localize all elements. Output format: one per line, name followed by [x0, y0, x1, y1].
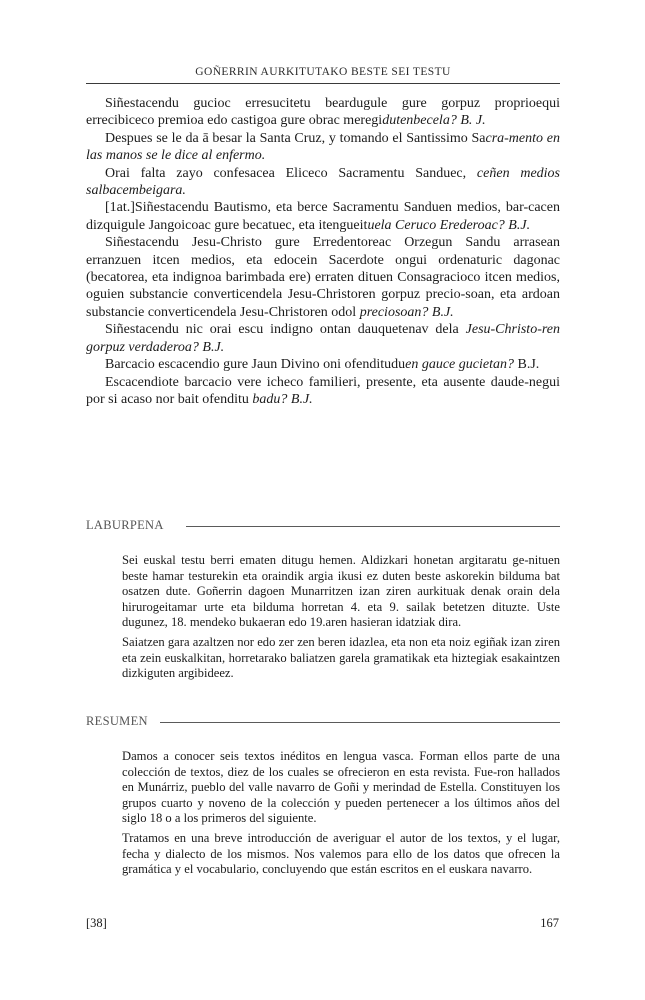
paragraph-4: [1at.]Siñestacendu Bautismo, eta berce Sacramentu Sanduen medios, bar-cacen dizquigule Jangoicoac gure becatuec, eta itengueituela Ceruco Erederoac? B.J. — [86, 200, 560, 233]
page-tag: [38] — [86, 916, 107, 930]
paragraph-6: Siñestacendu nic orai escu indigno ontan dauquetenav dela Jesu-Christo-ren gorpuz verdaderoa? B.J. — [86, 322, 560, 355]
resumen-heading: RESUMEN — [86, 714, 148, 728]
resumen-paragraph-2: Tratamos en una breve introducción de averiguar el autor de los textos, y el lugar, fecha y dialecto de los mismos. Nos valemos para ello de los datos que ofrecen la gramática y el vocabulario, concluyendo que están escritos en el euskara navarro. — [122, 830, 560, 877]
resumen-paragraph-1: Damos a conocer seis textos inéditos en lengua vasca. Forman ellos parte de una colección de textos, diez de los cuales se ofrecieron en esta revista. Fue-ron hallados en Munárriz, pueblo del valle navarro de Goñi y merindad de Estella. Constituyen los grupos cuarto y noveno de la colección y pueden pertenecer a los últimos años del siglo 18 o a los primeros del siguiente. — [122, 749, 560, 826]
laburpena-heading: LABURPENA — [86, 518, 164, 532]
resumen-rule — [160, 722, 560, 723]
page-number: 167 — [540, 916, 559, 930]
paragraph-8: Escacendiote barcacio vere icheco familieri, presente, eta ausente daude-negui por si acaso nor bait ofenditu badu? B.J. — [86, 374, 560, 407]
paragraph-1: Siñestacendu gucioc erresucitetu beardugule gure gorpuz proprioequi errecibiceco premioa edo castigoa gure obrac meregidutenbecela? B. J. — [86, 96, 560, 129]
laburpena-paragraph-1: Sei euskal testu berri ematen ditugu hemen. Aldizkari honetan argitaratu ge-nituen beste hamar testurekin eta oraindik argia ikusi ez duten beste askorekin bilduma bat osatzen dute. Goñerrin dagoen Munarritzen izan ziren aurkituak denak orain dela hirurogeitamar urte eta bilduma horretan 4. eta 9. sailak betetzen dituzte. Uste dugunez, 18. mendeko bukaeran edo 19.aren hasieran idatziak dira. — [122, 553, 560, 630]
paragraph-2: Despues se le da ā besar la Santa Cruz, y tomando el Santissimo Sacra-mento en las manos se le dice al enfermo. — [86, 130, 560, 164]
laburpena-paragraph-2: Saiatzen gara azaltzen nor edo zer zen beren idazlea, eta non eta noiz egiñak izan ziren eta zein euskalkitan, horretarako baliatzen garela gramatikak eta hiztegiak esakaintzen dizkiguten argibideez. — [122, 634, 560, 681]
resumen-summary — [122, 749, 560, 878]
laburpena-summary — [122, 553, 560, 682]
laburpena-rule — [186, 526, 560, 527]
main-text — [86, 95, 560, 408]
paragraph-5: Siñestacendu Jesu-Christo gure Erredentoreac Orzegun Sandu arrasean erranzuen itcen medios, eta edocein Sacerdote ongui ordenaturic dagonac (becatorea, eta indignoa barimbada ere) erraten dituen Consagracioco itcen medios, oguien substancie converticendela Jesu-Christoren gorpuz precio-soan, eta ardoan substancie converticendela Jesu-Christoren odol preciosoan? B.J. — [86, 235, 560, 320]
running-header: GOÑERRIN AURKITUTAKO BESTE SEI TESTU — [195, 66, 451, 78]
paragraph-7: Barcacio escacendio gure Jaun Divino oni ofendituduen gauce gucietan? B.J. — [105, 357, 540, 373]
paragraph-3: Orai falta zayo confesacea Eliceco Sacramentu Sanduec, ceñen medios salbacembeigara. — [86, 165, 560, 199]
header-rule — [86, 83, 560, 84]
